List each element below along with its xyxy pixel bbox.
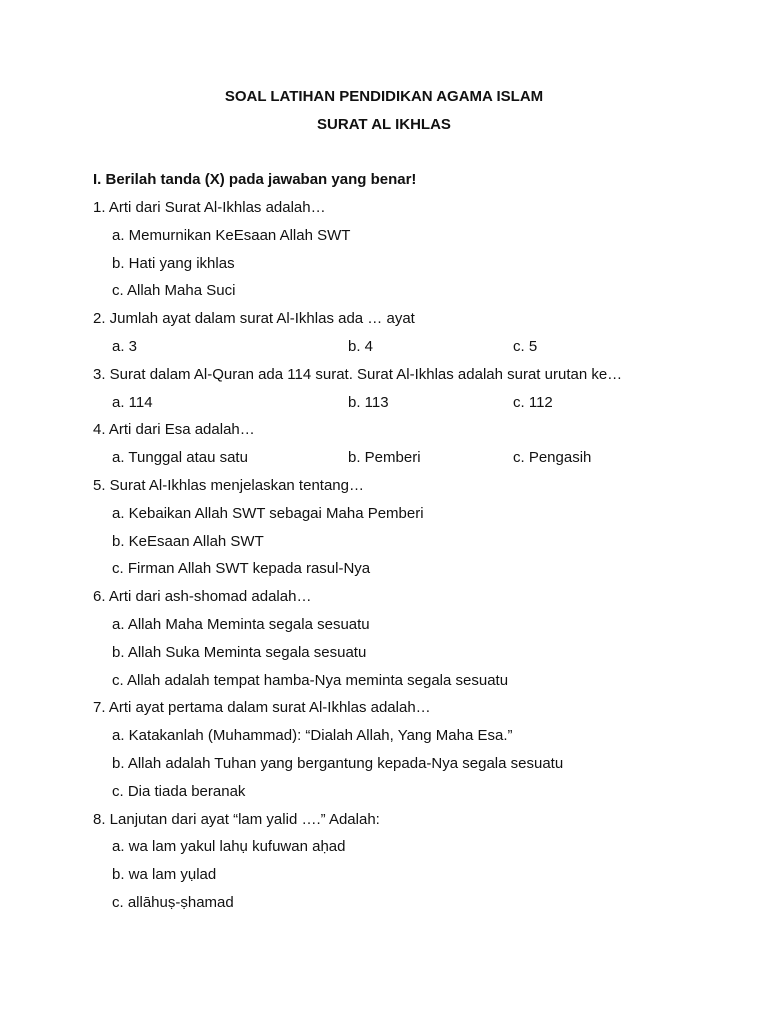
- answer-option-c[interactable]: c. Pengasih: [513, 449, 592, 467]
- answer-option-a[interactable]: a. Katakanlah (Muhammad): “Dialah Allah, Yang Maha Esa.”: [112, 727, 513, 745]
- question-text: 4. Arti dari Esa adalah…: [93, 421, 255, 439]
- question-5: [93, 477, 733, 588]
- answer-option-b[interactable]: b. Hati yang ikhlas: [112, 254, 235, 272]
- question-text: 5. Surat Al-Ikhlas menjelaskan tentang…: [93, 476, 364, 494]
- answer-option-c[interactable]: c. 112: [513, 393, 553, 411]
- answer-options-list: [93, 227, 733, 310]
- section-instruction: I. Berilah tanda (X) pada jawaban yang benar!: [93, 171, 417, 188]
- answer-options-row: [93, 338, 733, 366]
- answer-option-c[interactable]: c. 5: [513, 337, 538, 355]
- answer-option-b[interactable]: b. Allah adalah Tuhan yang bergantung kepada-Nya segala sesuatu: [112, 754, 564, 772]
- answer-options-list: [93, 838, 733, 921]
- question-text: 2. Jumlah ayat dalam surat Al-Ikhlas ada … ayat: [93, 310, 415, 328]
- question-6: [93, 588, 733, 699]
- answer-options-list: [93, 727, 733, 810]
- answer-option-b[interactable]: b. wa lam yụlad: [112, 866, 217, 884]
- answer-options-row: [93, 394, 733, 422]
- answer-option-b[interactable]: b. Pemberi: [348, 449, 421, 467]
- question-2: [93, 310, 733, 366]
- page-subtitle: SURAT AL IKHLAS: [317, 116, 451, 133]
- question-7: [93, 699, 733, 810]
- answer-option-a[interactable]: a. Memurnikan KeEsaan Allah SWT: [112, 226, 351, 244]
- answer-option-a[interactable]: a. wa lam yakul lahụ kufuwan aḥad: [112, 838, 346, 856]
- answer-option-b[interactable]: b. Allah Suka Meminta segala sesuatu: [112, 643, 367, 661]
- answer-option-b[interactable]: b. KeEsaan Allah SWT: [112, 532, 264, 550]
- question-8: [93, 811, 733, 922]
- answer-option-a[interactable]: a. Kebaikan Allah SWT sebagai Maha Pemberi: [112, 504, 424, 522]
- question-4: [93, 421, 733, 477]
- question-1: [93, 199, 733, 310]
- question-text: 1. Arti dari Surat Al-Ikhlas adalah…: [93, 199, 326, 216]
- question-text: 7. Arti ayat pertama dalam surat Al-Ikhlas adalah…: [93, 699, 431, 717]
- question-list: [93, 199, 733, 922]
- answer-options-list: [93, 505, 733, 588]
- answer-option-c[interactable]: c. Allah adalah tempat hamba-Nya meminta segala sesuatu: [112, 671, 509, 689]
- answer-option-c[interactable]: c. allāhuṣ-ṣhamad: [112, 893, 234, 911]
- answer-options-list: [93, 616, 733, 699]
- question-text: 8. Lanjutan dari ayat “lam yalid ….” Adalah:: [93, 810, 380, 828]
- question-text: 3. Surat dalam Al-Quran ada 114 surat. Surat Al-Ikhlas adalah surat urutan ke…: [93, 365, 623, 383]
- page-title: SOAL LATIHAN PENDIDIKAN AGAMA ISLAM: [224, 88, 544, 105]
- question-3: [93, 366, 733, 422]
- answer-option-c[interactable]: c. Dia tiada beranak: [112, 782, 246, 800]
- answer-option-c[interactable]: c. Allah Maha Suci: [112, 282, 236, 300]
- answer-option-b[interactable]: b. 4: [348, 337, 374, 355]
- answer-option-a[interactable]: a. Allah Maha Meminta segala sesuatu: [112, 615, 370, 633]
- answer-options-row: [93, 449, 733, 477]
- answer-option-b[interactable]: b. 113: [348, 393, 389, 411]
- answer-option-c[interactable]: c. Firman Allah SWT kepada rasul-Nya: [112, 560, 371, 578]
- question-text: 6. Arti dari ash-shomad adalah…: [93, 588, 312, 606]
- answer-option-a[interactable]: a. Tunggal atau satu: [112, 449, 248, 467]
- answer-option-a[interactable]: a. 3: [112, 337, 138, 355]
- answer-option-a[interactable]: a. 114: [112, 393, 153, 411]
